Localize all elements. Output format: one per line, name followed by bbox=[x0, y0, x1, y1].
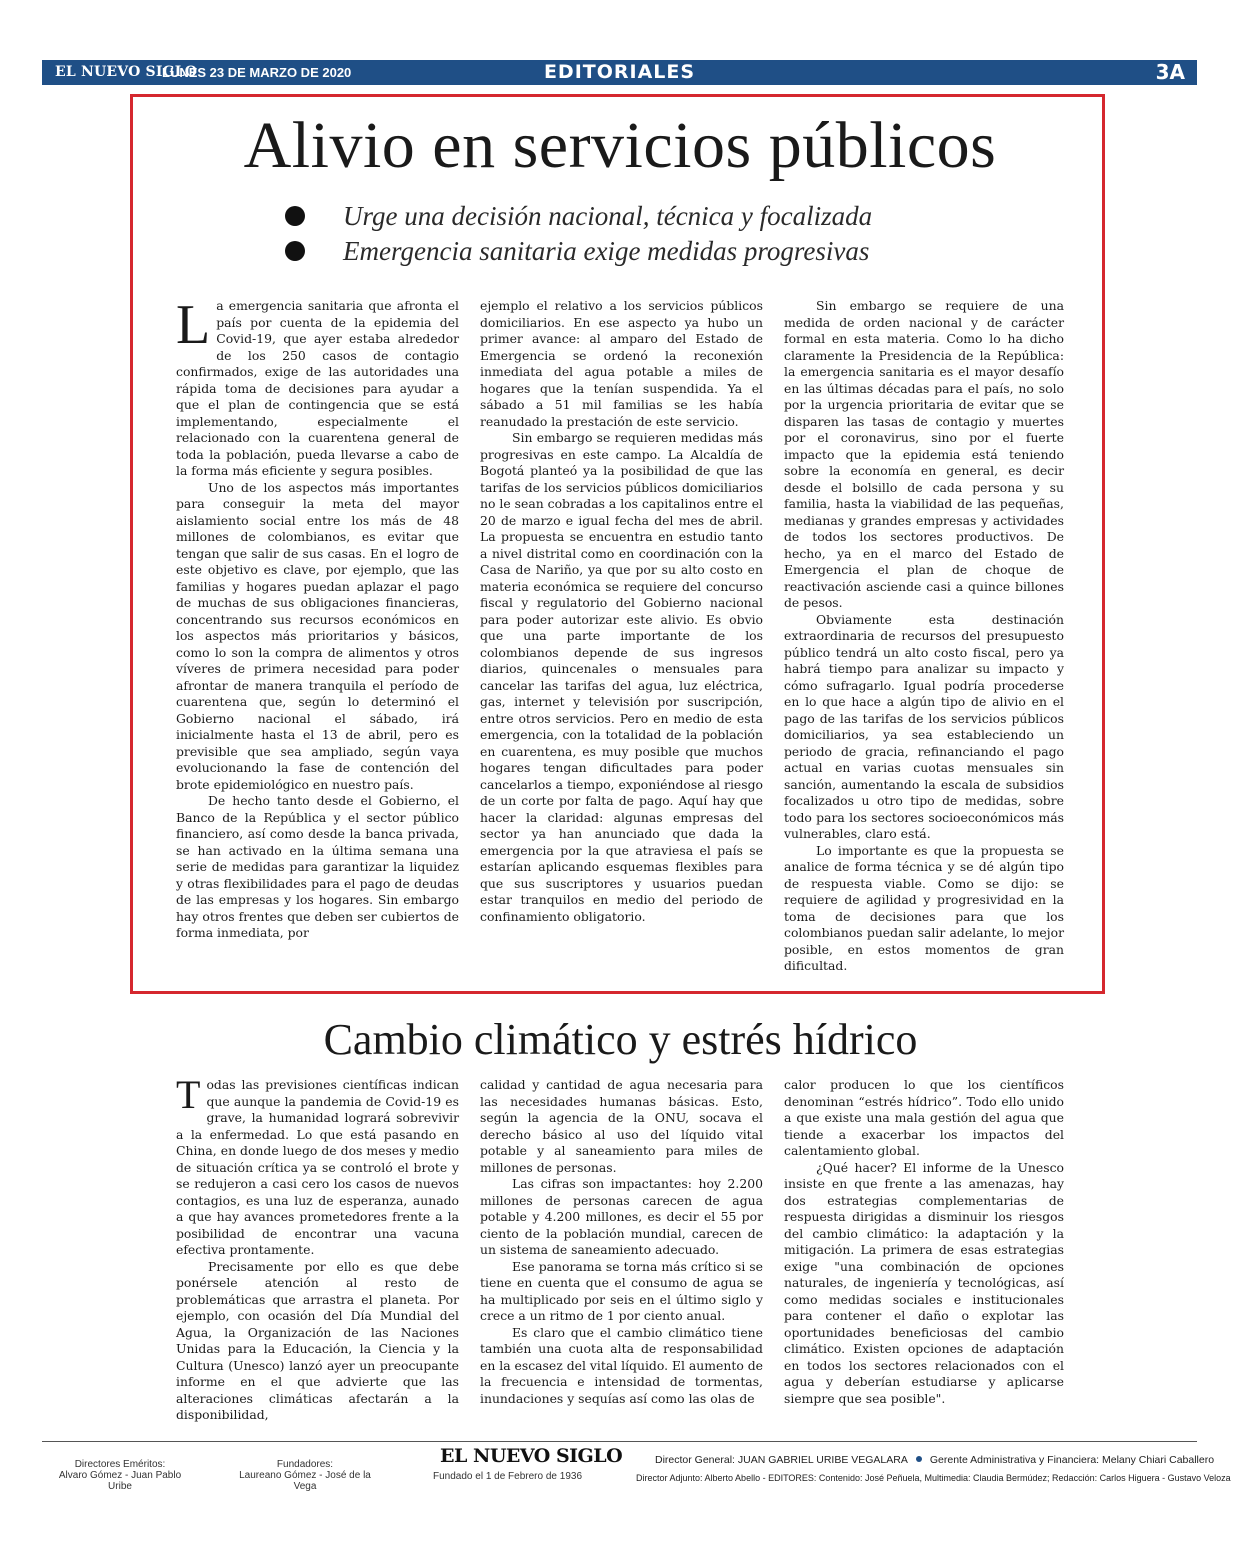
footer-founded: Fundado el 1 de Febrero de 1936 bbox=[433, 1471, 582, 1482]
footer-staff: Director Adjunto: Alberto Abello - EDITORES: Contenido: José Peñuela, Multimedia: Claudia Bermúdez; Redacción: Carlos Higuera - Gustavo Veloza bbox=[636, 1473, 1231, 1483]
section-title: EDITORIALES bbox=[543, 61, 696, 83]
editorial1-subtitle-1: Urge una decisión nacional, técnica y focalizada bbox=[285, 201, 872, 232]
bullet-icon bbox=[285, 206, 305, 226]
editorial2-column-3: calor producen lo que los científicos denominan “estrés hídrico”. Todo ello unido a que existe una mala gestión del agua que tiende a exacerbar los impactos del calentamiento global. ¿Qué hacer? El informe de la Unesco insiste en que frente a las amenazas, hay dos estrategias complementarias de respuesta dirigidas a disminuir los riesgos del cambio climático: la adaptación y la mitigación. La primera de esas estrategias exige "una combinación de opciones naturales, de ingeniería y tecnológicas, así como medidas sociales e institucionales para contener el daño o explotar las oportunidades beneficiosas del cambio climático. Existen opciones de adaptación en todos los sectores relacionados con el agua y deberían estudiarse y aplicarse siempre que sea posible". bbox=[784, 1077, 1064, 1406]
editorial1-column-3: Sin embargo se requiere de una medida de orden nacional y de carácter formal en esta materia. Como lo ha dicho claramente la Presidencia de la República: la emergencia sanitaria es el mayor desafío en las últimas décadas para el país, no solo por la urgencia prioritaria de evitar que se disparen las tasas de contagio y muertes por el coronavirus, sino por el fuerte impacto que la epidemia está teniendo sobre la economía en general, es decir desde el bolsillo de cada persona y su familia, hasta la viabilidad de las pequeñas, medianas y grandes empresas y actividades de todos los sectores productivos. De hecho, ya en el marco del Estado de Emergencia el plan de choque de reactivación asciende casi a quince billones de pesos. Obviamente esta destinación extraordinaria de recursos del presupuesto público tendrá un alto costo fiscal, pero ya habrá tiempo para analizar su impacto y cómo sufragarlo. Igual podría procederse en lo que hace a algún tipo de alivio en el pago de las tarifas de los servicios públicos domiciliarios, ya sea estableciendo un periodo de gracia, refinanciando el pago actual en varias cuotas mensuales sin sanción, aumentando la escala de subsidios focalizados u otro tipo de medidas, sobre todo para los sectores socioeconómicos más vulnerables, claro está. Lo importante es que la propuesta se analice de forma técnica y se dé algún tipo de respuesta viable. Como se dijo: se requiere de agilidad y progresividad en la toma de decisiones para que los colombianos puedan salir adelante, lo mejor posible, en estos momentos de gran dificultad. bbox=[784, 298, 1064, 973]
bullet-icon bbox=[285, 241, 305, 261]
editorial2-column-2: calidad y cantidad de agua necesaria para las necesidades humanas básicas. Esto, según la agencia de la ONU, socava el derecho básico al uso del líquido vital potable y al saneamiento para miles de millones de personas. Las cifras son impactantes: hoy 2.200 millones de personas carecen de agua potable y 4.200 millones, es decir el 55 por ciento de la población mundial, carecen de un sistema de saneamiento adecuado. Ese panorama se torna más crítico si se tiene en cuenta que el consumo de agua se ha multiplicado por seis en el último siglo y crece a un ritmo de 1 por ciento anual. Es claro que el cambio climático tiene también una cuota alta de responsabilidad en la escasez del vital líquido. El aumento de la frecuencia e intensidad de tormentas, inundaciones y sequías así como las olas de bbox=[480, 1077, 763, 1406]
issue-date: LUNES 23 DE MARZO DE 2020 bbox=[162, 65, 352, 80]
footer-directors: Directores Eméritos: Alvaro Gómez - Juan Pablo Uribe bbox=[58, 1459, 182, 1492]
editorial1-subtitle-2: Emergencia sanitaria exige medidas progresivas bbox=[285, 236, 869, 267]
footer-founders: Fundadores: Laureano Gómez - José de la Vega bbox=[239, 1459, 371, 1492]
publication-name: EL NUEVO SIGLO bbox=[55, 64, 198, 80]
footer-logo: EL NUEVO SIGLO bbox=[440, 1445, 623, 1467]
editorial1-column-1: La emergencia sanitaria que afronta el país por cuenta de la epidemia del Covid-19, que ayer estaba alrededor de los 250 casos de contagio confirmados, exige de las autoridades una rápida toma de decisiones para ayudar a que el plan de contingencia que se está implementando, especialmente el relacionado con la cuarentena general de toda la población, pueda llevarse a cabo de la forma más eficiente y segura posibles. Uno de los aspectos más importantes para conseguir la meta del mayor aislamiento social entre los más de 48 millones de colombianos, es evitar que tengan que salir de sus casas. En el logro de este objetivo es clave, por ejemplo, que las familias y hogares puedan aplazar el pago de muchas de sus obligaciones financieras, concentrando sus recursos económicos en los aspectos más prioritarios y básicos, como lo son la compra de alimentos y otros víveres de primera necesidad para poder afrontar de manera tranquila el período de cuarentena que, según lo determinó el Gobierno nacional el sábado, irá inicialmente hasta el 13 de abril, pero es previsible que sea ampliado, según vaya evolucionando la fase de contención del brote epidemiológico en nuestro país. De hecho tanto desde el Gobierno, el Banco de la República y el sector público financiero, así como desde la banca privada, se han activado en la última semana una serie de medidas para garantizar la liquidez y otras flexibilidades para el pago de deudas de las empresas y los hogares. Sin embargo hay otros frentes que deben ser cubiertos de forma inmediata, por bbox=[176, 294, 459, 940]
editorial2-column-1: Todas las previsiones científicas indican que aunque la pandemia de Covid-19 es grave, la humanidad logrará sobrevivir a la enfermedad. Lo que está pasando en China, en donde luego de dos meses y medio de situación crítica ya se controló el brote y se redujeron a casi cero los casos de nuevos contagios, es una luz de esperanza, aunado a que hay avances prometedores frente a la posibilidad de encontrar una vacuna efectiva prontamente. Precisamente por ello es que debe ponérsele atención al resto de problemáticas que arrastra el planeta. Por ejemplo, con ocasión del Día Mundial del Agua, la Organización de las Naciones Unidas para la Educación, la Ciencia y la Cultura (Unesco) lanzó ayer un preocupante informe en el que advierte que las alteraciones climáticas afectarán a la disponibilidad, bbox=[176, 1072, 459, 1422]
drop-cap: T bbox=[176, 1072, 201, 1117]
footer-management: Director General: JUAN GABRIEL URIBE VEGALARA Gerente Administrativa y Financiera: Melany Chiari Caballero bbox=[655, 1454, 1215, 1466]
page-number: 3A bbox=[1155, 60, 1185, 84]
drop-cap: L bbox=[176, 294, 211, 356]
footer-divider bbox=[42, 1441, 1197, 1442]
separator-dot-icon bbox=[916, 1456, 922, 1462]
editorial2-title: Cambio climático y estrés hídrico bbox=[323, 1015, 918, 1064]
editorial1-title: Alivio en servicios públicos bbox=[243, 109, 997, 182]
editorial1-column-2: ejemplo el relativo a los servicios públicos domiciliarios. En ese aspecto ya hubo un primer avance: al amparo del Estado de Emergencia se ordenó la reconexión inmediata del agua potable a miles de hogares que la tenían suspendida. Ya el sábado a 51 mil familias se les había reanudado la prestación de este servicio. Sin embargo se requieren medidas más progresivas en este campo. La Alcaldía de Bogotá planteó ya la posibilidad de que las tarifas de los servicios públicos domiciliarios no le sean cobradas a los capitalinos entre el 20 de marzo e igual fecha del mes de abril. La propuesta se encuentra en estudio tanto a nivel distrital como en coordinación con la Casa de Nariño, ya que por su alto costo en materia económica se requiere del concurso fiscal y regulatorio del Gobierno nacional para poder autorizar este alivio. Es obvio que una parte importante de los colombianos depende de sus ingresos diarios, quincenales o mensuales para cancelar las tarifas del agua, luz eléctrica, gas, internet y televisión por suscripción, entre otros servicios. Pero en medio de esta emergencia, con la totalidad de la población en cuarentena, es muy posible que muchos hogares tengan dificultades para poder cancelarlos a tiempo, exponiéndose al riesgo de un corte por falta de pago. Aquí hay que hacer la claridad: algunas empresas del sector ya han anunciado que dada la emergencia por la que atraviesa el país se estarían aplicando esquemas flexibles para que sus suscriptores y usuarios puedan estar tranquilos en medio del periodo de confinamiento obligatorio. bbox=[480, 298, 763, 924]
page-header-bar bbox=[42, 60, 1197, 85]
